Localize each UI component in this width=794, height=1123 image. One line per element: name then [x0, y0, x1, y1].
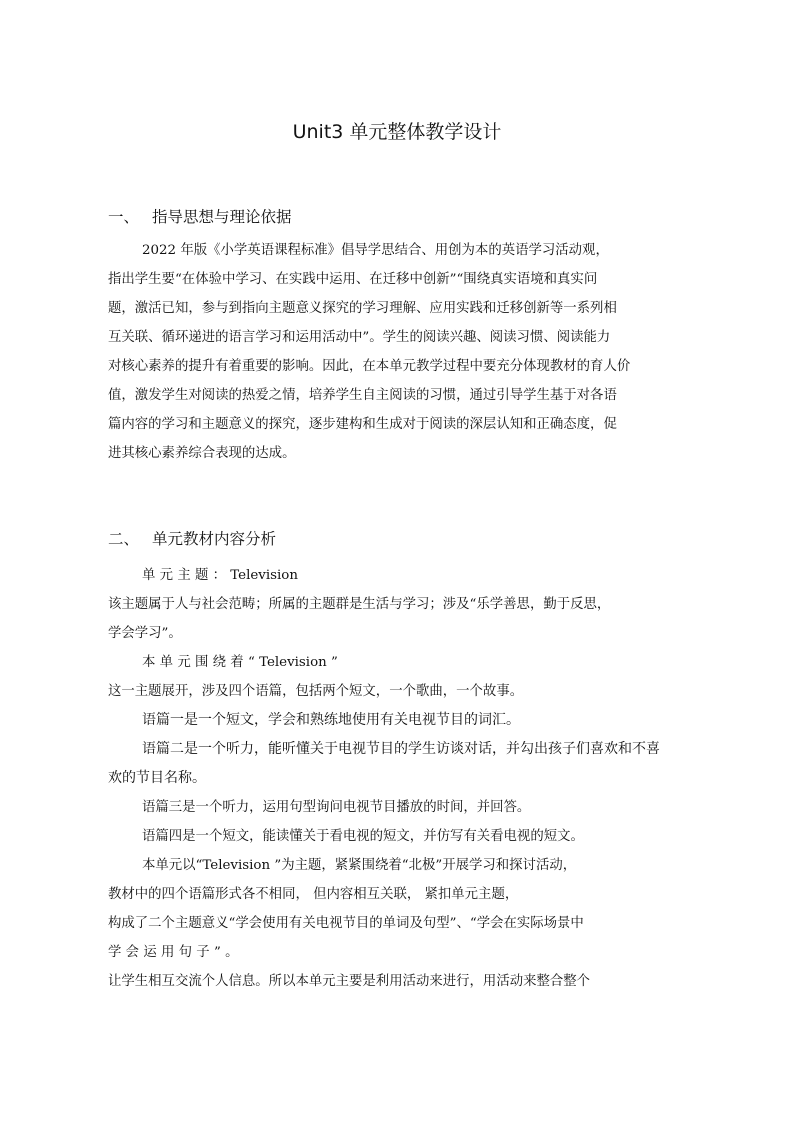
paragraph-line: 指出学生要“在体验中学习、在实践中运用、在迁移中创新”“围绕真实语境和真实问: [108, 272, 598, 287]
paragraph-line: 进其核心素养综合表现的达成。: [108, 446, 296, 461]
paragraph-line: 欢的节目名称。: [108, 770, 206, 786]
text-fragment: 绕: [212, 655, 227, 670]
text-fragment: “: [247, 655, 255, 670]
paragraph-line: 互关联、循环递进的语言学习和运用活动中”。学生的阅读兴趣、阅读习惯、阅读能力: [108, 330, 611, 345]
paragraph-line: 语篇二是一个听力，能听懂关于电视节目的学生访谈对话，并勾出孩子们喜欢和不喜: [142, 741, 660, 757]
text-fragment: 学: [108, 945, 122, 960]
text-fragment: 围: [194, 655, 209, 670]
section-1-heading: [108, 205, 292, 227]
text-fragment: 着: [230, 655, 244, 670]
around-line: [108, 648, 719, 677]
text-fragment: 主: [177, 568, 191, 583]
text-fragment: 子: [196, 945, 210, 960]
text-fragment: 会: [125, 945, 140, 960]
text-fragment: ：: [212, 568, 227, 583]
section-2-heading: [108, 527, 276, 549]
paragraph-line: 让学生相互交流个人信息。所以本单元主要是利用活动来进行，用活动来整合整个: [108, 974, 591, 989]
text-fragment: 本: [142, 655, 156, 670]
paragraph-line: 篇内容的学习和主题意义的探究，逐步建构和生成对于阅读的深层认知和正确态度，促: [108, 417, 617, 432]
text-fragment: 题: [194, 568, 209, 583]
section-2-body: [108, 561, 719, 996]
paragraph-line: 构成了二个主题意义“学会使用有关电视节目的单词及句型”、“学会在实际场景中: [108, 916, 584, 931]
text-fragment: Television: [259, 655, 327, 670]
justified-line: [108, 938, 719, 967]
text-fragment: 元: [177, 655, 191, 670]
section-1-paragraph: [108, 236, 719, 468]
text-fragment: 元: [159, 568, 174, 583]
paragraph-line: 对核心素养的提升有着重要的影响。因此，在本单元教学过程中要充分体现教材的育人价: [108, 359, 631, 374]
text-fragment: ”: [213, 945, 221, 960]
paragraph-line: 语篇四是一个短文，能读懂关于看电视的短文，并仿写有关看电视的短文。: [142, 829, 584, 844]
paragraph-line: 该主题属于人与社会范畴；所属的主题群是生活与学习；涉及“乐学善思，勤于反思，: [108, 597, 611, 612]
text-fragment: 用: [160, 945, 175, 960]
paragraph-line: 值，激发学生对阅读的热爱之情，培养学生自主阅读的习惯，通过引导学生基于对各语: [108, 388, 617, 403]
paragraph-line: 2022 年版《小学英语课程标准》倡导学思结合、用创为本的英语学习活动观，: [142, 243, 609, 258]
paragraph-line: 语篇一是一个短文，学会和熟练地使用有关电视节目的词汇。: [142, 712, 520, 728]
section-2-title: 单元教材内容分析: [152, 530, 277, 548]
paragraph-line: 教材中的四个语篇形式各不相同， 但内容相互关联， 紧扣单元主题，: [108, 887, 519, 902]
page-title: Unit3 单元整体教学设计: [292, 121, 502, 143]
paragraph-line: 本单元以“Television ”为主题，紧紧围绕着“北极”开展学习和探讨活动，: [142, 858, 577, 873]
section-1-number: 一、: [108, 208, 140, 226]
text-fragment: 。: [225, 945, 239, 960]
text-fragment: 单: [142, 568, 156, 583]
section-1-title: 指导思想与理论依据: [152, 208, 292, 226]
text-fragment: ”: [331, 655, 338, 670]
text-fragment: 单: [159, 655, 174, 670]
paragraph-line: 这一主题展开，涉及四个语篇，包括两个短文，一个歌曲，一个故事。: [108, 684, 524, 699]
paragraph-line: 语篇三是一个听力，运用句型询问电视节目播放的时间，并回答。: [142, 800, 531, 815]
theme-line: [108, 561, 719, 590]
text-fragment: 句: [178, 945, 193, 960]
paragraph-line: 题，激活已知，参与到指向主题意义探究的学习理解、应用实践和迁移创新等一系列相: [108, 301, 617, 316]
section-2-number: 二、: [108, 530, 140, 548]
text-fragment: 运: [143, 945, 157, 960]
text-fragment: Television: [230, 568, 298, 583]
paragraph-line: 学会学习”。: [108, 626, 182, 641]
